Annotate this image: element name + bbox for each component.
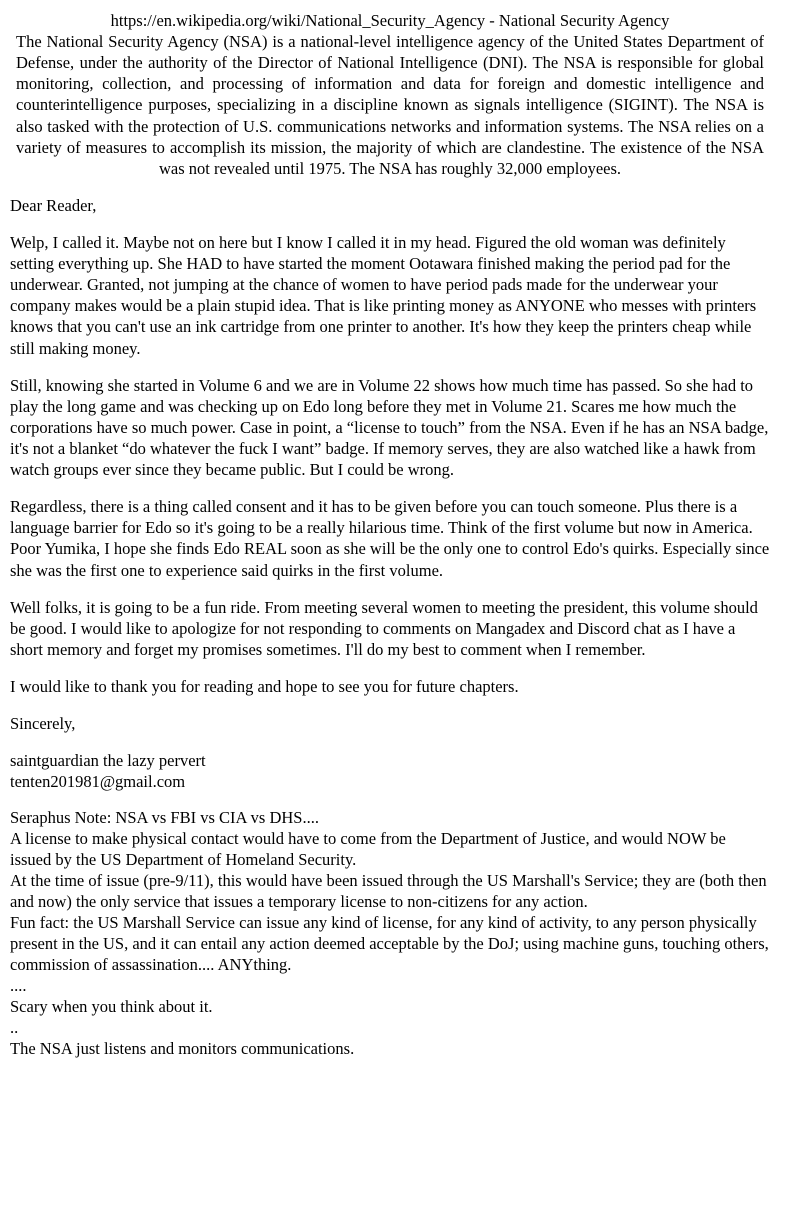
letter-paragraph-4: Well folks, it is going to be a fun ride. From meeting several women to meeting the president, this volume should be good. I would like to apologize for not responding to comments on Mangadex and Discord chat as I have a short memory and forget my promises sometimes. I'll do my best to comment when I remember. <box>10 597 758 659</box>
note-line-1: A license to make physical contact would have to come from the Department of Justice, and would NOW be issued by the US Department of Homeland Security. <box>10 829 726 870</box>
source-url-line: https://en.wikipedia.org/wiki/National_Security_Agency - National Security Agency <box>110 11 670 30</box>
letter-paragraph-5: I would like to thank you for reading and hope to see you for future chapters. <box>10 676 519 696</box>
spacer-3 <box>10 480 770 496</box>
letter-closing: Sincerely, <box>10 714 76 734</box>
spacer-7 <box>10 734 770 750</box>
signature-name: saintguardian the lazy pervert <box>10 751 206 771</box>
note-line-5: Scary when you think about it. <box>10 996 213 1016</box>
spacer-8 <box>10 792 770 808</box>
nsa-summary-paragraph: The National Security Agency (NSA) is a national-level intelligence agency of the United States Department of Defense, under the authority of the Director of National Intelligence (DNI). The NSA is responsible for global monitoring, collection, and processing of information and data for foreign and domestic intelligence and counterintelligence purposes, specializing in a discipline known as signals intelligence (SIGINT). The NSA is also tasked with the protection of U.S. communications networks and information systems. The NSA relies on a variety of measures to accomplish its mission, the majority of which are clandestine. The existence of the NSA was not revealed until 1975. The NSA has roughly 32,000 employees. <box>16 32 764 178</box>
header-block <box>10 10 770 179</box>
signature-email: tenten201981@gmail.com <box>10 772 186 792</box>
note-line-3: Fun fact: the US Marshall Service can issue any kind of license, for any kind of activity, to any person physically present in the US, and it can entail any action deemed acceptable by the DoJ; using machine guns, touching others, commission of assassination.... ANYthing. <box>10 913 769 975</box>
note-line-7: The NSA just listens and monitors communications. <box>10 1038 355 1058</box>
letter-salutation: Dear Reader, <box>10 195 97 215</box>
letter-paragraph-3: Regardless, there is a thing called consent and it has to be given before you can touch someone. Plus there is a language barrier for Edo so it's going to be a really hilarious time. Think of the first volume but now in America. Poor Yumika, I hope she finds Edo REAL soon as she will be the only one to control Edo's quirks. Especially since she was the first one to experience said quirks in the first volume. <box>10 497 770 580</box>
spacer-4 <box>10 581 770 597</box>
letter-body <box>10 195 770 1060</box>
note-title: Seraphus Note: NSA vs FBI vs CIA vs DHS.... <box>10 808 319 828</box>
note-line-2: At the time of issue (pre-9/11), this would have been issued through the US Marshall's Service; they are (both then and now) the only service that issues a temporary license to non-citizens for any action. <box>10 871 767 912</box>
letter-paragraph-2: Still, knowing she started in Volume 6 and we are in Volume 22 shows how much time has passed. So she had to play the long game and was checking up on Edo long before they met in Volume 21. Scares me how much the corporations have so much power. Case in point, a “license to touch” from the NSA. Even if he has an NSA badge, it's not a blanket “do whatever the fuck I want” badge. If memory serves, they are also watched like a hawk from watch groups ever since they became public. But I could be wrong. <box>10 375 769 480</box>
note-line-6: .. <box>10 1017 19 1037</box>
letter-paragraph-1: Welp, I called it. Maybe not on here but I know I called it in my head. Figured the old woman was definitely setting everything up. She HAD to have started the moment Ootawara finished making the period pad for the underwear. Granted, not jumping at the chance of women to have period pads made for the underwear your company makes would be a plain stupid idea. That is like printing money as ANYONE who messes with printers knows that you can't use an ink cartridge from one printer to another. It's how they keep the printers cheap while still making money. <box>10 232 757 358</box>
spacer-after-header <box>10 179 770 195</box>
spacer-5 <box>10 660 770 676</box>
note-line-4: .... <box>10 976 27 996</box>
spacer-6 <box>10 697 770 713</box>
spacer-2 <box>10 359 770 375</box>
spacer-1 <box>10 216 770 232</box>
seraphus-note-block <box>10 808 770 1059</box>
